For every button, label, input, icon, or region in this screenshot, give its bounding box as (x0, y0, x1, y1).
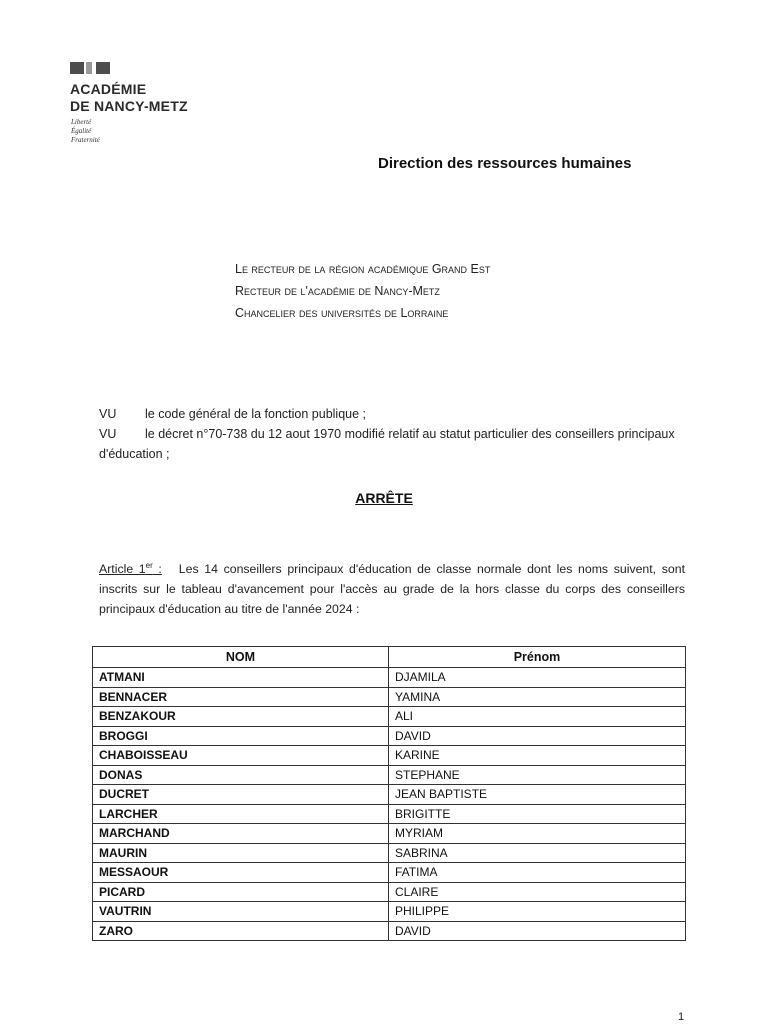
article-label-sup: er (145, 561, 153, 570)
recteur-line-2: Recteur de l'académie de Nancy-Metz (235, 284, 440, 298)
table-row (93, 687, 686, 707)
cell-nom: BENNACER (93, 687, 389, 707)
article-label: Article 1er : (99, 561, 162, 577)
recteur-line-3: Chancelier des universités de Lorraine (235, 306, 449, 320)
visa-tag: VU (99, 407, 117, 421)
cell-nom: DONAS (93, 765, 389, 785)
table-row (93, 882, 686, 902)
cell-nom: DUCRET (93, 785, 389, 805)
table-row (93, 668, 686, 688)
republic-motto (71, 118, 100, 145)
header-prenom: Prénom (389, 647, 686, 668)
cell-nom: PICARD (93, 882, 389, 902)
table-row (93, 707, 686, 727)
table-row (93, 824, 686, 844)
marianne-logo-icon (70, 62, 112, 74)
header-nom: NOM (93, 647, 389, 668)
cell-nom: MARCHAND (93, 824, 389, 844)
direction-title: Direction des ressources humaines (378, 155, 632, 172)
logo-line-1: ACADÉMIE (70, 81, 147, 97)
table-row (93, 785, 686, 805)
table-row (93, 843, 686, 863)
visa-line (99, 404, 685, 424)
cell-prenom: SABRINA (389, 843, 686, 863)
cell-prenom: KARINE (389, 746, 686, 766)
cell-prenom: DAVID (389, 921, 686, 941)
recteur-block (235, 258, 490, 324)
table-row (93, 863, 686, 883)
cell-nom: VAUTRIN (93, 902, 389, 922)
article-1 (99, 556, 685, 619)
motto-liberte: Liberté (71, 118, 92, 126)
table-row (93, 804, 686, 824)
cell-prenom: FATIMA (389, 863, 686, 883)
cell-nom: CHABOISSEAU (93, 746, 389, 766)
arrete-heading: ARRÊTE (355, 490, 413, 506)
cell-nom: LARCHER (93, 804, 389, 824)
cell-prenom: JEAN BAPTISTE (389, 785, 686, 805)
cell-prenom: ALI (389, 707, 686, 727)
article-label-text: Article 1 (99, 562, 146, 577)
cell-prenom: STEPHANE (389, 765, 686, 785)
page-number: 1 (678, 1011, 685, 1023)
article-text: Les 14 conseillers principaux d'éducation de classe normale dont les noms suivent, sont inscrits sur le tableau d'avancement pour l'accès au grade de la hors classe du corps des conseillers principaux d'éducation au titre de l'année 2024 : (99, 562, 685, 617)
cell-nom: MESSAOUR (93, 863, 389, 883)
cell-prenom: YAMINA (389, 687, 686, 707)
visas-block (99, 404, 685, 464)
cell-nom: MAURIN (93, 843, 389, 863)
cell-prenom: DAVID (389, 726, 686, 746)
table-row (93, 765, 686, 785)
table-header-row (93, 647, 686, 668)
table-row (93, 726, 686, 746)
cell-nom: ATMANI (93, 668, 389, 688)
cell-nom: ZARO (93, 921, 389, 941)
cell-nom: BENZAKOUR (93, 707, 389, 727)
cell-prenom: BRIGITTE (389, 804, 686, 824)
motto-egalite: Égalité (71, 127, 92, 135)
visa-text: le code général de la fonction publique ; (145, 407, 366, 421)
cell-prenom: CLAIRE (389, 882, 686, 902)
visa-text: le décret n°70-738 du 12 aout 1970 modifié relatif au statut particulier des conseillers principaux d'éducation ; (99, 427, 675, 461)
visa-tag: VU (99, 427, 117, 441)
logo-line-2: DE NANCY-METZ (70, 98, 188, 114)
table-row (93, 746, 686, 766)
visa-line (99, 424, 685, 464)
academy-logo-name (70, 81, 188, 115)
recteur-line-1: Le recteur de la région académique Grand Est (235, 262, 491, 276)
cell-prenom: MYRIAM (389, 824, 686, 844)
cell-nom: BROGGI (93, 726, 389, 746)
names-table (92, 646, 686, 941)
motto-fraternite: Fraternité (71, 136, 100, 144)
table-row (93, 921, 686, 941)
cell-prenom: DJAMILA (389, 668, 686, 688)
table-row (93, 902, 686, 922)
cell-prenom: PHILIPPE (389, 902, 686, 922)
